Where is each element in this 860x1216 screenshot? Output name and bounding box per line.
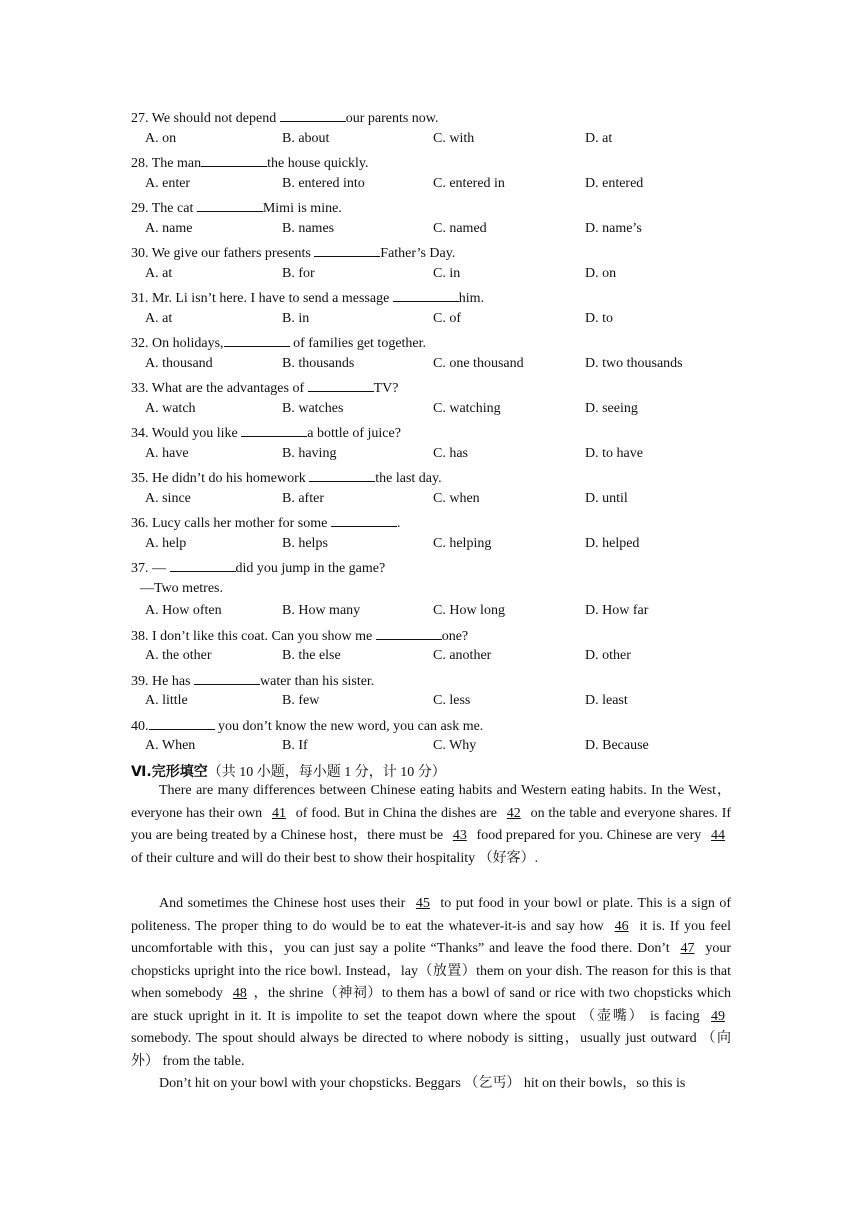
answer-blank bbox=[314, 243, 380, 257]
answer-blank bbox=[393, 288, 459, 302]
question-text: 39. He has bbox=[131, 673, 194, 689]
question-text: did you jump in the game? bbox=[235, 561, 386, 576]
passage-text: your chopsticks upright into the rice bowl. Instead，lay（放置）them on your dish. The reason for this is that when somebody bbox=[131, 941, 731, 1001]
question-text: the last day. bbox=[375, 471, 442, 486]
answer-blank bbox=[331, 513, 397, 527]
answer-option: C. How long bbox=[433, 603, 505, 618]
answer-blank bbox=[376, 626, 442, 640]
question-text: water than his sister. bbox=[260, 673, 375, 689]
passage-text: There are many differences between Chinese eating habits and Western eating habits. In the West，everyone has their own bbox=[131, 783, 731, 821]
question-stem bbox=[131, 288, 484, 307]
question-text: a bottle of juice? bbox=[307, 426, 401, 441]
answer-option: B. in bbox=[282, 310, 310, 326]
passage-text: to put food in your bowl or plate. This is a sign of politeness. The proper thing to do would be to eat the whatever-it-is and say how bbox=[131, 896, 731, 934]
question-text: 37. — bbox=[131, 561, 170, 576]
answer-option: C. when bbox=[433, 490, 480, 506]
question-text: 31. Mr. Li isn’t here. I have to send a message bbox=[131, 291, 393, 306]
answer-option: D. least bbox=[585, 693, 628, 708]
passage-paragraph bbox=[131, 1073, 731, 1096]
answer-option: C. named bbox=[433, 220, 487, 236]
answer-option: B. helps bbox=[282, 535, 328, 551]
answer-option: B. the else bbox=[282, 648, 341, 663]
answer-option: C. less bbox=[433, 693, 471, 708]
answer-option: D. to bbox=[585, 310, 613, 326]
cloze-blank-number: 48 bbox=[232, 986, 247, 1001]
answer-option: C. one thousand bbox=[433, 355, 524, 371]
answer-option: D. to have bbox=[585, 445, 643, 461]
answer-option: A. name bbox=[145, 220, 193, 236]
answer-option: A. When bbox=[145, 738, 196, 753]
question-text: him. bbox=[458, 291, 485, 306]
question-stem bbox=[131, 333, 426, 352]
answer-option: D. entered bbox=[585, 175, 644, 191]
answer-option: B. after bbox=[282, 490, 324, 506]
answer-option: C. helping bbox=[433, 535, 492, 551]
answer-blank bbox=[170, 558, 236, 572]
question-stem bbox=[131, 423, 401, 442]
answer-blank bbox=[197, 198, 263, 212]
answer-option: A. How often bbox=[145, 603, 222, 618]
answer-option: A. since bbox=[145, 490, 191, 506]
answer-blank bbox=[309, 468, 375, 482]
question-stem bbox=[131, 108, 439, 127]
answer-option: C. with bbox=[433, 130, 475, 146]
answer-option: A. at bbox=[145, 310, 173, 326]
answer-option: D. Because bbox=[585, 738, 649, 753]
answer-option: B. thousands bbox=[282, 355, 355, 371]
answer-option: B. for bbox=[282, 265, 315, 281]
section-title: Ⅵ.完形填空 bbox=[131, 764, 208, 780]
section-heading bbox=[131, 761, 446, 781]
answer-option: B. having bbox=[282, 445, 337, 461]
question-text: 29. The cat bbox=[131, 201, 197, 216]
question-text: 38. I don’t like this coat. Can you show me bbox=[131, 628, 376, 644]
question-text: 32. On holidays, bbox=[131, 336, 224, 351]
question-text: . bbox=[396, 516, 401, 531]
answer-option: B. entered into bbox=[282, 175, 365, 191]
answer-option: C. Why bbox=[433, 738, 477, 753]
question-text: of families get together. bbox=[289, 336, 427, 351]
answer-blank bbox=[201, 153, 267, 167]
cloze-blank-number: 42 bbox=[506, 805, 521, 821]
answer-option: B. How many bbox=[282, 603, 361, 618]
passage-text: Don’t hit on your bowl with your chopsticks. Beggars （乞丐） hit on their bowls，so this is bbox=[159, 1076, 686, 1091]
answer-option: D. until bbox=[585, 490, 628, 506]
answer-option: D. seeing bbox=[585, 400, 638, 416]
question-text: 27. We should not depend bbox=[131, 111, 280, 126]
cloze-blank-number: 43 bbox=[452, 828, 467, 843]
passage-paragraph bbox=[131, 780, 731, 870]
answer-option: A. help bbox=[145, 535, 187, 551]
answer-option: A. little bbox=[145, 693, 188, 708]
answer-option: D. helped bbox=[585, 535, 640, 551]
cloze-blank-number: 44 bbox=[711, 828, 725, 843]
answer-option: B. names bbox=[282, 220, 335, 236]
question-text: TV? bbox=[373, 381, 399, 396]
answer-line: —Two metres. bbox=[140, 580, 224, 596]
answer-blank bbox=[194, 671, 260, 685]
question-text: 35. He didn’t do his homework bbox=[131, 471, 310, 486]
question-text: our parents now. bbox=[345, 111, 439, 126]
answer-option: B. about bbox=[282, 130, 330, 146]
question-text: 40. bbox=[131, 718, 149, 734]
answer-option: A. enter bbox=[145, 175, 191, 191]
answer-blank bbox=[149, 716, 215, 730]
question-text: the house quickly. bbox=[267, 156, 369, 171]
answer-option: D. at bbox=[585, 130, 613, 146]
question-stem bbox=[131, 513, 400, 532]
question-stem bbox=[131, 558, 385, 577]
question-stem bbox=[131, 671, 374, 690]
answer-option: A. at bbox=[145, 265, 173, 281]
question-text: 36. Lucy calls her mother for some bbox=[131, 516, 331, 531]
passage-text: ，the shrine（神祠）to them has a bowl of sand or rice with two chopsticks which are stuck upright in it. It is impolite to set the teapot down where the spout （壶嘴） is facing bbox=[131, 986, 731, 1024]
answer-blank bbox=[308, 378, 374, 392]
question-text: Father’s Day. bbox=[380, 246, 456, 261]
question-stem bbox=[131, 716, 483, 735]
answer-option: B. few bbox=[282, 693, 320, 708]
question-text: 30. We give our fathers presents bbox=[131, 246, 315, 261]
answer-blank bbox=[280, 108, 346, 122]
answer-blank bbox=[224, 333, 290, 347]
answer-option: B. If bbox=[282, 738, 308, 753]
answer-option: A. thousand bbox=[145, 355, 213, 371]
answer-option: C. watching bbox=[433, 400, 501, 416]
answer-option: C. in bbox=[433, 265, 461, 281]
answer-option: D. two thousands bbox=[585, 355, 683, 371]
answer-option: A. watch bbox=[145, 400, 196, 416]
answer-blank bbox=[241, 423, 307, 437]
passage-text: on the table and everyone shares. If you are being treated by a Chinese host，there must be bbox=[131, 805, 732, 843]
answer-option: C. another bbox=[433, 648, 492, 663]
answer-option: A. the other bbox=[145, 648, 212, 663]
question-text: you don’t know the new word, you can ask me. bbox=[214, 718, 484, 734]
passage-paragraph bbox=[131, 893, 731, 1073]
passage-text: food prepared for you. Chinese are very bbox=[472, 828, 705, 843]
passage-text: And sometimes the Chinese host uses their bbox=[159, 896, 410, 911]
answer-option: B. watches bbox=[282, 400, 344, 416]
passage-text: it is. If you feel uncomfortable with this，you can just say a polite “Thanks” and leave the food there. Don’t bbox=[131, 918, 731, 956]
question-text: one? bbox=[441, 628, 469, 644]
question-text: 28. The man bbox=[131, 156, 202, 171]
question-stem bbox=[131, 243, 455, 262]
question-stem bbox=[131, 378, 399, 397]
answer-option: C. entered in bbox=[433, 175, 505, 191]
cloze-blank-number: 45 bbox=[415, 896, 430, 911]
answer-option: D. on bbox=[585, 265, 617, 281]
answer-option: D. name’s bbox=[585, 220, 642, 236]
question-stem bbox=[131, 468, 442, 487]
question-text: 34. Would you like bbox=[131, 426, 242, 441]
answer-option: D. other bbox=[585, 648, 631, 663]
question-stem bbox=[131, 153, 368, 172]
passage-text: somebody. The spout should always be directed to where nobody is sitting，usually just outward （向外） from the table. bbox=[131, 1031, 731, 1069]
passage-text: of food. But in China the dishes are bbox=[291, 805, 501, 821]
answer-option: D. How far bbox=[585, 603, 649, 618]
answer-option: C. of bbox=[433, 310, 461, 326]
answer-option: A. on bbox=[145, 130, 177, 146]
question-text: 33. What are the advantages of bbox=[131, 381, 308, 396]
question-stem bbox=[131, 626, 468, 645]
answer-option: C. has bbox=[433, 445, 468, 461]
answer-option: A. have bbox=[145, 445, 189, 461]
cloze-blank-number: 49 bbox=[711, 1008, 725, 1024]
cloze-blank-number: 41 bbox=[271, 805, 286, 821]
cloze-blank-number: 47 bbox=[680, 941, 695, 956]
cloze-blank-number: 46 bbox=[614, 918, 629, 934]
question-text: Mimi is mine. bbox=[262, 201, 342, 216]
question-stem bbox=[131, 198, 342, 217]
passage-text: of their culture and will do their best to show their hospitality （好客）. bbox=[131, 850, 539, 866]
section-note: （共 10 小题，每小题 1 分，计 10 分） bbox=[207, 765, 446, 780]
